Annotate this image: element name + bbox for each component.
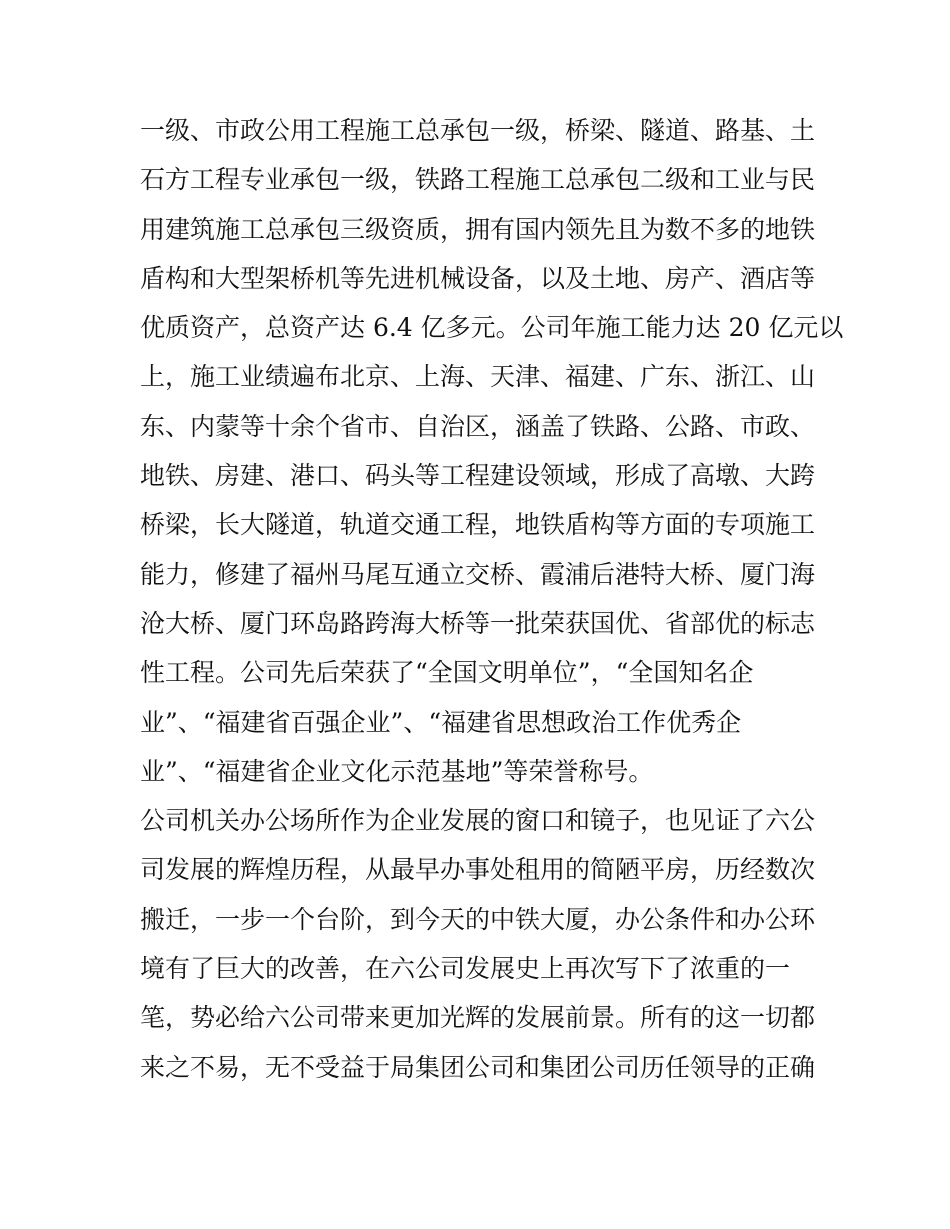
text-line: 沧大桥、厦门环岛路跨海大桥等一批荣获国优、省部优的标志 xyxy=(140,608,816,638)
document-body xyxy=(140,106,844,1092)
text-line: 桥梁，长大隧道，轨道交通工程，地铁盾构等方面的专项施工 xyxy=(140,510,816,540)
text-line: 境有了巨大的改善，在六公司发展史上再次写下了浓重的一 xyxy=(140,954,791,984)
text-line: 上，施工业绩遍布北京、上海、天津、福建、广东、浙江、山 xyxy=(140,362,816,392)
paragraph-company-qualifications xyxy=(140,106,844,796)
text-line: 业”、“福建省企业文化示范基地”等荣誉称号。 xyxy=(140,756,654,786)
text-line: 搬迁，一步一个台阶，到今天的中铁大厦，办公条件和办公环 xyxy=(140,904,816,934)
text-line: 笔，势必给六公司带来更加光辉的发展前景。所有的这一切都 xyxy=(140,1003,816,1033)
text-line: 来之不易，无不受益于局集团公司和集团公司历任领导的正确 xyxy=(140,1052,816,1082)
text-line: 司发展的辉煌历程，从最早办事处租用的简陋平房，历经数次 xyxy=(140,855,816,885)
text-line: 东、内蒙等十余个省市、自治区，涵盖了铁路、公路、市政、 xyxy=(140,411,816,441)
paragraph-office-history xyxy=(140,796,830,1092)
text-line: 用建筑施工总承包三级资质，拥有国内领先且为数不多的地铁 xyxy=(140,214,816,244)
text-line: 石方工程专业承包一级，铁路工程施工总承包二级和工业与民 xyxy=(140,165,816,195)
text-line: 性工程。公司先后荣获了“全国文明单位”，“全国知名企 xyxy=(140,658,754,688)
text-line: 公司机关办公场所作为企业发展的窗口和镜子，也见证了六公 xyxy=(140,806,816,836)
text-line: 业”、“福建省百强企业”、“福建省思想政治工作优秀企 xyxy=(140,707,742,737)
text-line: 地铁、房建、港口、码头等工程建设领域，形成了高墩、大跨 xyxy=(140,461,816,491)
text-line: 盾构和大型架桥机等先进机械设备，以及土地、房产、酒店等 xyxy=(140,263,816,293)
text-line: 优质资产，总资产达 6.4 亿多元。公司年施工能力达 20 亿元以 xyxy=(140,313,844,343)
text-line: 能力，修建了福州马尾互通立交桥、霞浦后港特大桥、厦门海 xyxy=(140,559,816,589)
text-line: 一级、市政公用工程施工总承包一级，桥梁、隧道、路基、土 xyxy=(140,116,816,145)
